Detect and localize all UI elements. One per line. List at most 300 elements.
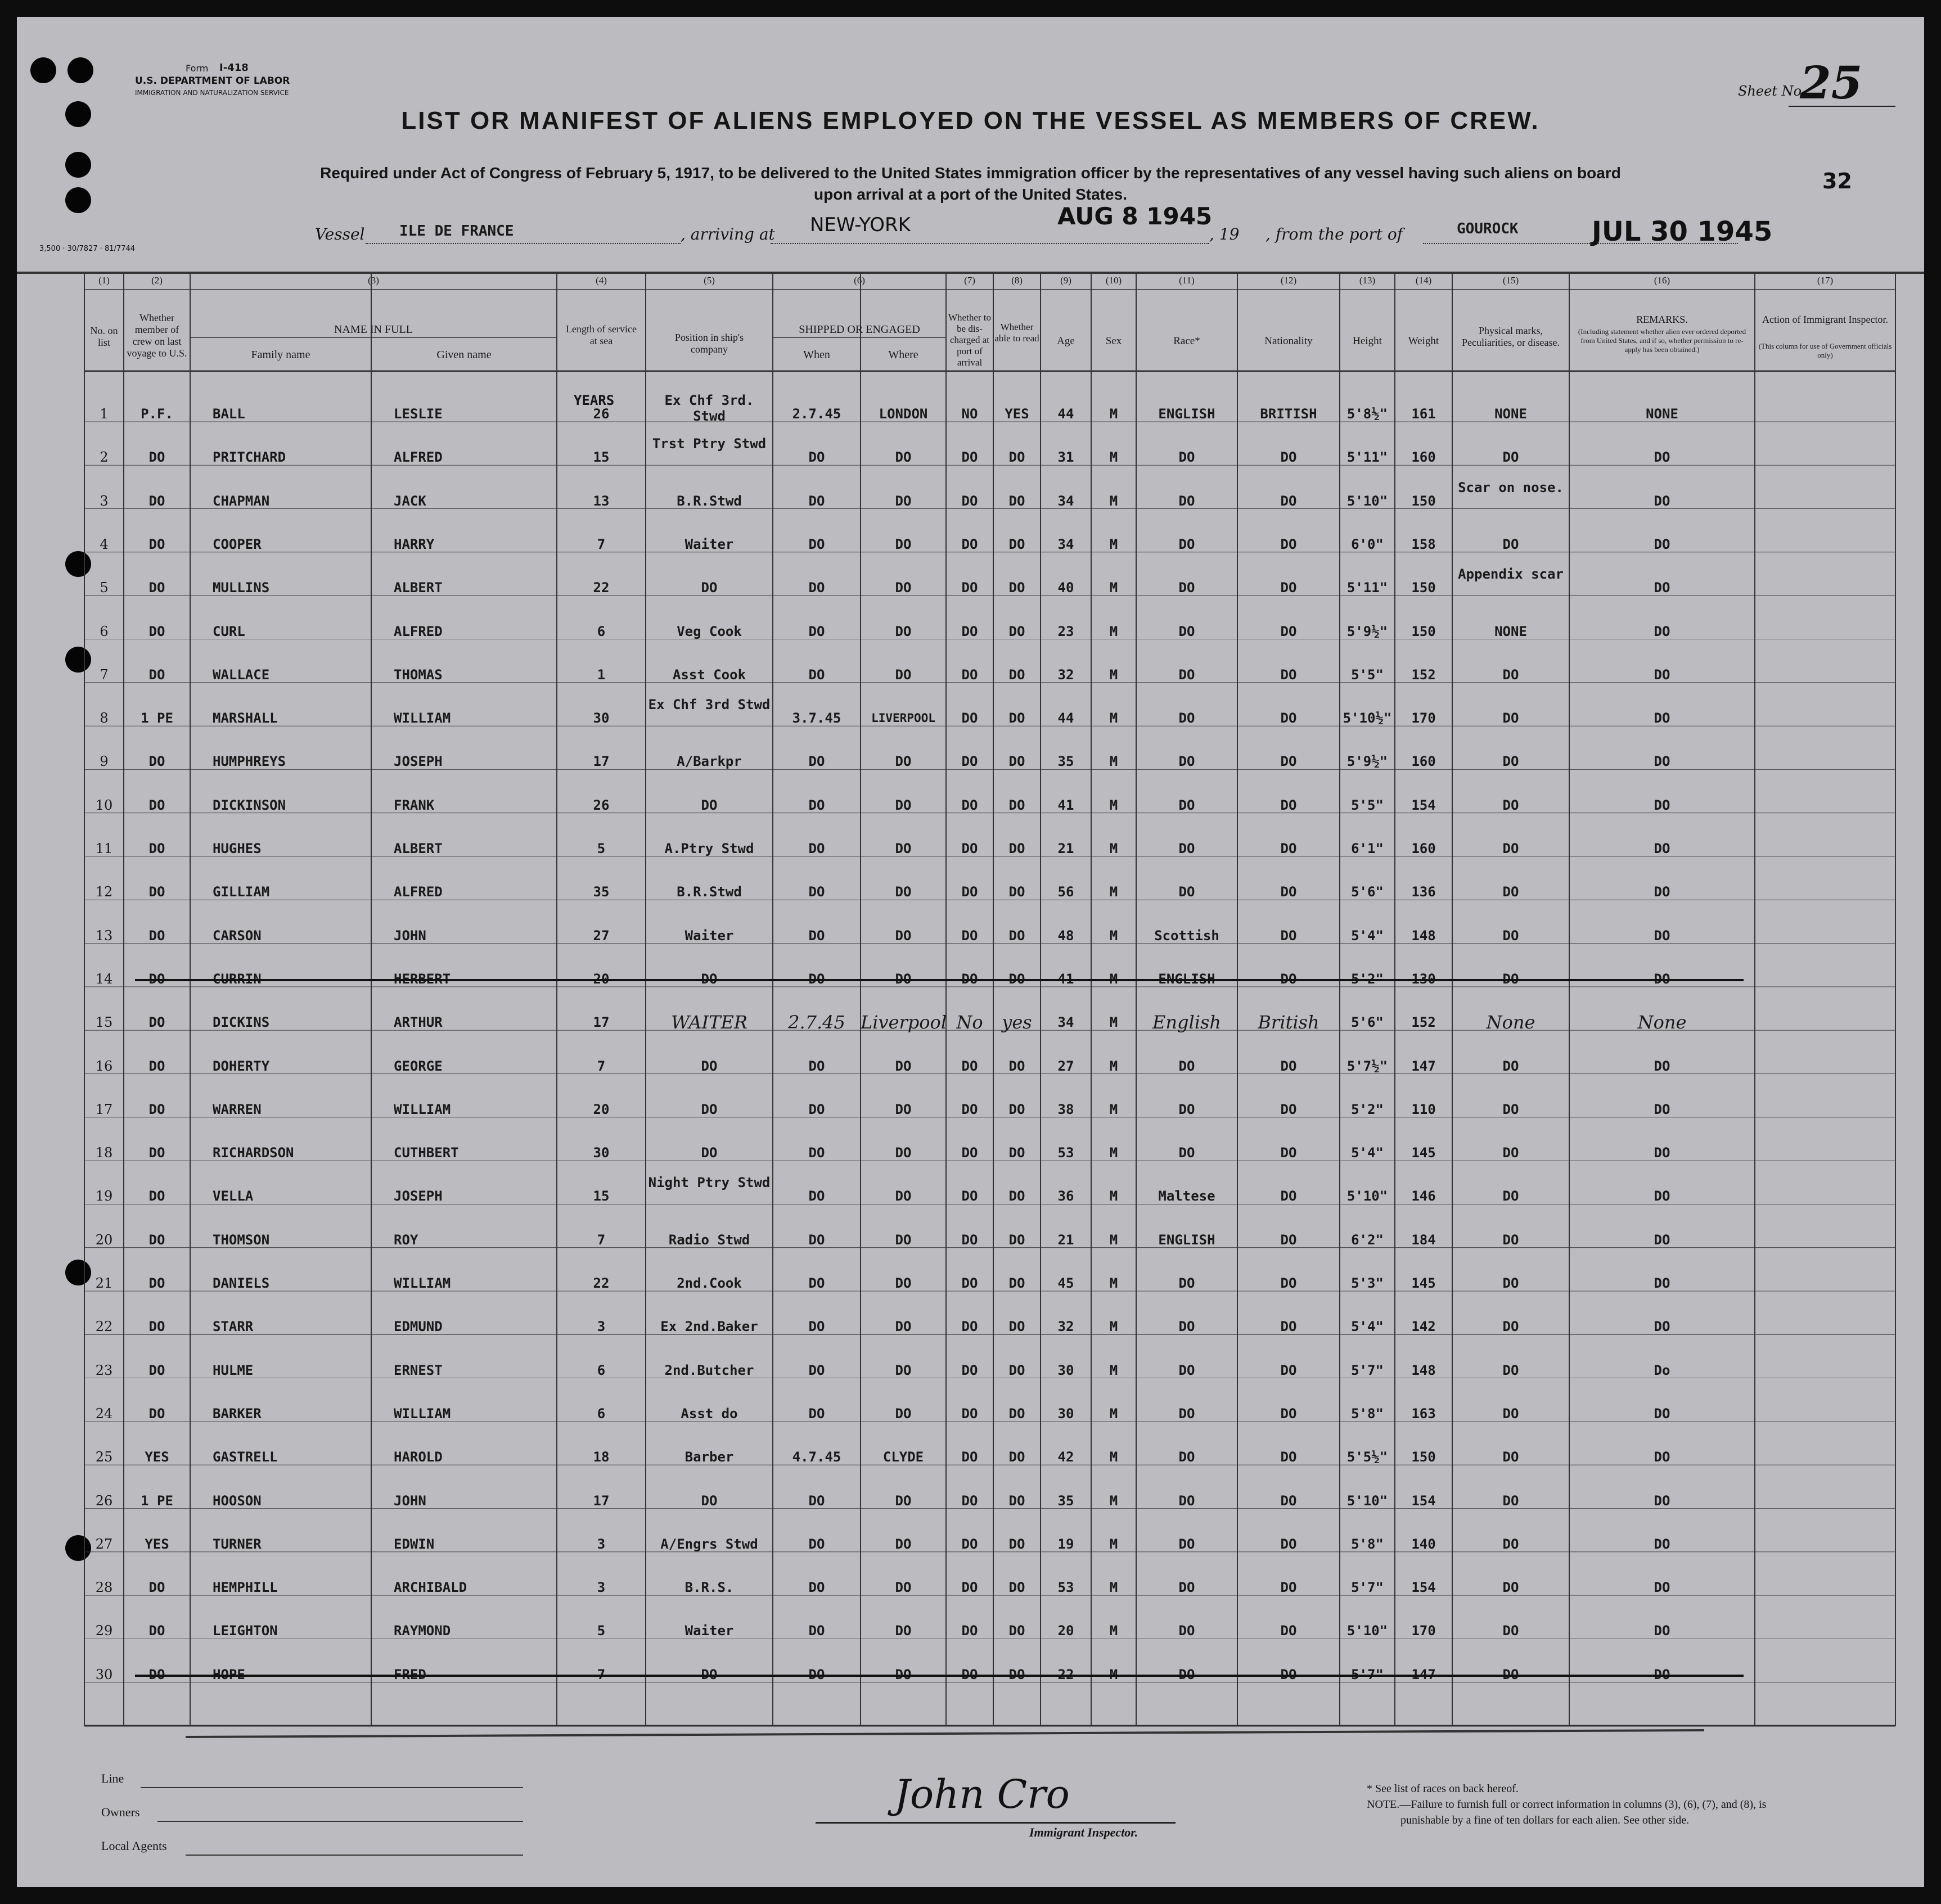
cell-race: DO [1178, 1275, 1195, 1291]
cell-prev: DO [148, 1405, 165, 1422]
cell-service: 30 [593, 710, 610, 727]
cell-where: DO [895, 1536, 912, 1552]
cell-no: 20 [95, 1231, 113, 1248]
cell-race: DO [1178, 666, 1195, 683]
cell-when: DO [808, 1101, 825, 1117]
cell-read: DO [1008, 797, 1025, 813]
requirement-line-1: Required under Act of Congress of February 5, 1917, to be delivered to the United States immigration officer by the representatives of any vessel having such aliens on board [320, 164, 1621, 182]
cell-when: DO [808, 666, 825, 683]
cell-remarks: DO [1654, 1536, 1670, 1552]
cell-sex: M [1109, 1145, 1118, 1161]
cell-given: ARTHUR [394, 1014, 443, 1031]
cell-remarks: DO [1654, 449, 1670, 466]
cell-sex: M [1109, 580, 1118, 596]
cell-age: 21 [1057, 841, 1074, 856]
cell-given: ALFRED [394, 884, 443, 900]
cell-where: DO [895, 1188, 912, 1204]
cell-weight: 150 [1411, 1449, 1436, 1465]
cell-service: 27 [593, 927, 610, 944]
cell-age: 44 [1057, 406, 1074, 422]
cell-where: DO [895, 623, 912, 639]
cell-service: 5 [597, 841, 606, 856]
cell-given: THOMAS [394, 666, 443, 683]
cell-marks: DO [1502, 1145, 1519, 1161]
cell-remarks: DO [1654, 1405, 1670, 1422]
cell-nationality: DO [1280, 1580, 1297, 1596]
cell-when: DO [808, 884, 825, 900]
cell-no: 30 [95, 1666, 113, 1682]
cell-when: DO [808, 536, 825, 552]
cell-position: Trst Ptry Stwd [652, 436, 767, 452]
cell-discharged: DO [961, 1405, 978, 1422]
cell-when: DO [808, 493, 825, 509]
cell-nationality: DO [1280, 1101, 1297, 1117]
col-header-last-voyage: Whether member of crew on last voyage to U.S. [127, 312, 187, 359]
cell-where: LONDON [879, 406, 928, 422]
cell-prev: DO [148, 1580, 165, 1596]
cell-nationality: DO [1280, 1145, 1297, 1161]
cell-no: 2 [100, 449, 109, 466]
race-note: * See list of races on back hereof. [1367, 1783, 1519, 1795]
cell-marks: DO [1502, 1623, 1519, 1639]
cell-family: MULLINS [213, 580, 270, 596]
cell-given: WILLIAM [394, 1275, 451, 1291]
cell-marks: DO [1502, 1405, 1519, 1422]
cell-nationality: DO [1280, 1536, 1297, 1552]
cell-race: DO [1178, 1492, 1195, 1509]
cell-sex: M [1109, 536, 1118, 552]
cell-no: 23 [95, 1362, 113, 1378]
cell-position: Barber [684, 1449, 734, 1465]
cell-height: 5'10" [1346, 1188, 1388, 1204]
cell-weight: 154 [1411, 1492, 1436, 1509]
cell-when: DO [808, 1362, 825, 1378]
cell-given: RAYMOND [394, 1623, 451, 1639]
cell-family: BARKER [213, 1405, 262, 1422]
cell-when: DO [808, 797, 825, 813]
penalty-note-2: punishable by a fine of ten dollars for each alien. See other side. [1400, 1814, 1690, 1826]
cell-where: DO [895, 1145, 912, 1161]
cell-marks: DO [1502, 1536, 1519, 1552]
cell-weight: 154 [1411, 797, 1436, 813]
column-number: (2) [151, 275, 163, 286]
column-number: (9) [1060, 275, 1071, 286]
cell-nationality: DO [1280, 1449, 1297, 1465]
cell-where: DO [895, 1580, 912, 1596]
cell-marks: DO [1502, 1492, 1519, 1509]
cell-service: 18 [593, 1449, 610, 1465]
cell-where: DO [895, 536, 912, 552]
cell-height: 5'5" [1351, 666, 1384, 683]
cell-position: DO [701, 1101, 718, 1117]
cell-read: YES [1005, 406, 1029, 422]
cell-no: 19 [95, 1188, 113, 1204]
cell-marks: Appendix scar [1458, 566, 1564, 583]
cell-when: DO [808, 1058, 825, 1074]
cell-where: DO [895, 580, 912, 596]
cell-marks: DO [1502, 754, 1519, 770]
cell-age: 30 [1057, 1362, 1074, 1378]
cell-marks: NONE [1494, 623, 1527, 639]
col-header-when: When [803, 349, 830, 361]
cell-no: 11 [95, 841, 113, 856]
cell-read: DO [1008, 1580, 1025, 1596]
cell-remarks: DO [1654, 1101, 1670, 1117]
cell-discharged: No [956, 1012, 983, 1034]
cell-race: DO [1178, 1449, 1195, 1465]
col-header-sex: Sex [1105, 335, 1122, 347]
cell-discharged: DO [961, 1623, 978, 1639]
cell-position: Waiter [684, 927, 734, 944]
cell-read: DO [1008, 841, 1025, 856]
inspector-label: Immigrant Inspector. [1029, 1825, 1138, 1839]
cell-sex: M [1109, 623, 1118, 639]
cell-position: B.R.Stwd [677, 884, 742, 900]
cell-sex: M [1109, 754, 1118, 770]
cell-position: 2nd.Butcher [664, 1362, 754, 1378]
cell-position: WAITER [671, 1012, 747, 1034]
cell-nationality: DO [1280, 1362, 1297, 1378]
cell-height: 5'8" [1351, 1405, 1384, 1422]
cell-sex: M [1109, 493, 1118, 509]
cell-prev: DO [148, 1058, 165, 1074]
cell-where: DO [895, 1231, 912, 1248]
strikethrough-line [135, 979, 1744, 981]
cell-age: 40 [1057, 580, 1074, 596]
col-header-name: NAME IN FULL [334, 323, 413, 336]
cell-where: DO [895, 841, 912, 856]
cell-marks: DO [1502, 841, 1519, 856]
cell-where: DO [895, 1319, 912, 1335]
cell-weight: 170 [1411, 710, 1436, 727]
cell-family: THOMSON [213, 1231, 270, 1248]
cell-prev: DO [148, 1231, 165, 1248]
cell-prev: DO [148, 1101, 165, 1117]
cell-no: 5 [100, 580, 109, 596]
cell-marks: DO [1502, 1449, 1519, 1465]
cell-age: 41 [1057, 797, 1074, 813]
cell-when: DO [808, 1188, 825, 1204]
cell-prev: DO [148, 841, 165, 856]
cell-height: 6'2" [1351, 1231, 1384, 1248]
cell-weight: 140 [1411, 1536, 1436, 1552]
cell-discharged: DO [961, 1362, 978, 1378]
cell-service: 22 [593, 580, 610, 596]
cell-sex: M [1109, 1623, 1118, 1639]
cell-given: ARCHIBALD [394, 1580, 467, 1596]
cell-position: B.R.Stwd [677, 493, 742, 509]
cell-race: DO [1178, 1580, 1195, 1596]
cell-sex: M [1109, 1492, 1118, 1509]
cell-family: WARREN [213, 1101, 262, 1117]
cell-read: DO [1008, 1058, 1025, 1074]
cell-sex: M [1109, 797, 1118, 813]
col-header-race: Race* [1173, 335, 1200, 347]
cell-read: DO [1008, 927, 1025, 944]
cell-discharged: DO [961, 754, 978, 770]
cell-remarks: DO [1654, 1145, 1670, 1161]
col-header-service: Length of service at sea [566, 323, 637, 346]
cell-nationality: DO [1280, 623, 1297, 639]
cell-height: 5'10" [1346, 493, 1388, 509]
cell-nationality: British [1258, 1012, 1319, 1034]
cell-prev: DO [148, 1188, 165, 1204]
column-number: (7) [964, 275, 975, 286]
cell-sex: M [1109, 449, 1118, 466]
cell-marks: DO [1502, 1580, 1519, 1596]
cell-prev: DO [148, 1145, 165, 1161]
cell-nationality: DO [1280, 754, 1297, 770]
cell-position: Waiter [684, 1623, 734, 1639]
cell-family: BALL [213, 406, 245, 422]
cell-weight: 163 [1411, 1405, 1436, 1422]
col-header-position: Position in ship's company [674, 332, 744, 355]
cell-discharged: DO [961, 927, 978, 944]
page-title: LIST OR MANIFEST OF ALIENS EMPLOYED ON THE VESSEL AS MEMBERS OF CREW. [401, 107, 1540, 134]
year-label: , 19 [1209, 225, 1240, 243]
cell-sex: M [1109, 406, 1118, 422]
cell-position: Radio Stwd [668, 1231, 750, 1248]
cell-height: 5'4" [1351, 927, 1384, 944]
cell-read: DO [1008, 580, 1025, 596]
cell-remarks: DO [1654, 927, 1670, 944]
cell-age: 35 [1057, 754, 1074, 770]
cell-discharged: DO [961, 1319, 978, 1335]
form-number: I-418 [219, 62, 249, 74]
cell-nationality: DO [1280, 841, 1297, 856]
cell-weight: 150 [1411, 580, 1436, 596]
line-label: Line [101, 1771, 124, 1785]
cell-when: DO [808, 1275, 825, 1291]
cell-prev: DO [148, 1275, 165, 1291]
cell-race: DO [1178, 797, 1195, 813]
cell-no: 4 [100, 536, 109, 552]
cell-weight: 150 [1411, 623, 1436, 639]
cell-sex: M [1109, 1014, 1118, 1031]
cell-service: 3 [597, 1319, 606, 1335]
cell-race: Maltese [1158, 1188, 1215, 1204]
cell-weight: 150 [1411, 493, 1436, 509]
cell-remarks: DO [1654, 1231, 1670, 1248]
cell-weight: 110 [1411, 1101, 1436, 1117]
cell-given: ERNEST [394, 1362, 443, 1378]
cell-age: 56 [1057, 884, 1074, 900]
cell-discharged: NO [961, 406, 978, 422]
cell-race: DO [1178, 536, 1195, 552]
cell-nationality: DO [1280, 1405, 1297, 1422]
cell-read: DO [1008, 1623, 1025, 1639]
cell-given: GEORGE [394, 1058, 443, 1074]
cell-given: HARRY [394, 536, 435, 552]
cell-race: DO [1178, 841, 1195, 856]
sheet-number: 25 [1800, 56, 1863, 109]
cell-service: 6 [597, 623, 606, 639]
cell-when: DO [808, 449, 825, 466]
cell-discharged: DO [961, 623, 978, 639]
vessel-label: Vessel [315, 225, 365, 243]
cell-no: 1 [100, 406, 109, 422]
cell-height: 5'5½" [1346, 1449, 1388, 1465]
cell-prev: DO [148, 536, 165, 552]
cell-race: DO [1178, 1058, 1195, 1074]
cell-race: DO [1178, 884, 1195, 900]
cell-given: WILLIAM [394, 710, 451, 727]
arrival-date-stamp: AUG 8 1945 [1057, 202, 1213, 230]
cell-weight: 170 [1411, 1623, 1436, 1639]
cell-where: DO [895, 927, 912, 944]
cell-nationality: DO [1280, 449, 1297, 466]
col-header-weight: Weight [1408, 335, 1439, 347]
cell-weight: 147 [1411, 1058, 1436, 1074]
cell-weight: 136 [1411, 884, 1436, 900]
cell-where: DO [895, 449, 912, 466]
cell-remarks: DO [1654, 1319, 1670, 1335]
cell-weight: 145 [1411, 1275, 1436, 1291]
cell-no: 10 [95, 797, 113, 813]
cell-discharged: DO [961, 1449, 978, 1465]
cell-position: DO [701, 1058, 718, 1074]
cell-given: ALFRED [394, 623, 443, 639]
cell-remarks: DO [1654, 536, 1670, 552]
cell-nationality: DO [1280, 927, 1297, 944]
cell-when: 2.7.45 [788, 1012, 845, 1034]
column-number: (15) [1502, 275, 1519, 286]
cell-where: DO [895, 1492, 912, 1509]
cell-prev: DO [148, 666, 165, 683]
cell-given: FRANK [394, 797, 435, 813]
cell-when: DO [808, 623, 825, 639]
cell-marks: DO [1502, 1231, 1519, 1248]
cell-prev: YES [145, 1536, 169, 1552]
cell-remarks: DO [1654, 1623, 1670, 1639]
cell-given: EDWIN [394, 1536, 435, 1552]
cell-age: 32 [1057, 1319, 1074, 1335]
cell-given: LESLIE [394, 406, 443, 422]
cell-remarks: DO [1654, 580, 1670, 596]
cell-where: DO [895, 1623, 912, 1639]
cell-height: 5'7" [1351, 1362, 1384, 1378]
cell-family: HOOSON [213, 1492, 262, 1509]
vessel-name: ILE DE FRANCE [399, 223, 514, 240]
cell-service: 5 [597, 1623, 606, 1639]
cell-sex: M [1109, 1319, 1118, 1335]
cell-height: 5'6" [1351, 884, 1384, 900]
cell-prev: DO [148, 493, 165, 509]
cell-weight: 146 [1411, 1188, 1436, 1204]
cell-prev: DO [148, 1014, 165, 1031]
cell-when: 3.7.45 [792, 710, 841, 727]
cell-height: 5'11" [1346, 580, 1388, 596]
cell-family: WALLACE [213, 666, 270, 683]
cell-family: LEIGHTON [213, 1623, 278, 1639]
cell-marks: DO [1502, 797, 1519, 813]
cell-nationality: DO [1280, 884, 1297, 900]
cell-no: 25 [95, 1449, 113, 1465]
cell-no: 29 [95, 1623, 113, 1639]
cell-where: DO [895, 666, 912, 683]
col-header-family-name: Family name [251, 349, 310, 361]
cell-when: DO [808, 1580, 825, 1596]
cell-when: 4.7.45 [792, 1449, 841, 1465]
cell-nationality: DO [1280, 1188, 1297, 1204]
cell-age: 36 [1057, 1188, 1074, 1204]
column-number: (17) [1817, 275, 1834, 286]
cell-marks: DO [1502, 1188, 1519, 1204]
cell-sex: M [1109, 1405, 1118, 1422]
cell-remarks: DO [1654, 666, 1670, 683]
cell-prev: DO [148, 1623, 165, 1639]
column-number: (6) [854, 275, 865, 286]
cell-race: DO [1178, 710, 1195, 727]
cell-nationality: DO [1280, 1492, 1297, 1509]
cell-prev: 1 PE [141, 710, 173, 727]
cell-position: A/Barkpr [677, 754, 742, 770]
signature-underline [816, 1822, 1176, 1824]
cell-race: DO [1178, 449, 1195, 466]
cell-read: DO [1008, 1449, 1025, 1465]
cell-read: DO [1008, 1101, 1025, 1117]
col-header-discharged: Whether to be dis-charged at port of arrival [948, 312, 991, 368]
cell-discharged: DO [961, 1275, 978, 1291]
cell-family: STARR [213, 1319, 254, 1335]
cell-sex: M [1109, 1101, 1118, 1117]
cell-nationality: DO [1280, 1319, 1297, 1335]
cell-race: DO [1178, 1405, 1195, 1422]
col-header-physical-marks: Physical marks, Peculiarities, or disease. [1462, 325, 1560, 348]
cell-family: CURL [213, 623, 245, 639]
cell-position: DO [701, 797, 718, 813]
cell-marks: DO [1502, 1058, 1519, 1074]
cell-discharged: DO [961, 884, 978, 900]
cell-prev: DO [148, 927, 165, 944]
cell-given: CUTHBERT [394, 1145, 459, 1161]
cell-age: 38 [1057, 1101, 1074, 1117]
cell-service: 17 [593, 1492, 610, 1509]
cell-race: ENGLISH [1158, 1231, 1215, 1248]
cell-position: Waiter [684, 536, 734, 552]
cell-service: 7 [597, 536, 606, 552]
cell-sex: M [1109, 1058, 1118, 1074]
cell-given: HAROLD [394, 1449, 443, 1465]
cell-where: Liverpool [861, 1012, 947, 1034]
column-number: (8) [1011, 275, 1023, 286]
cell-age: 35 [1057, 1492, 1074, 1509]
cell-height: 6'0" [1351, 536, 1384, 552]
cell-read: DO [1008, 884, 1025, 900]
cell-service: 6 [597, 1405, 606, 1422]
departure-date-stamp: JUL 30 1945 [1592, 216, 1773, 247]
cell-height: 5'4" [1351, 1145, 1384, 1161]
cell-age: 31 [1057, 449, 1074, 466]
cell-marks: DO [1502, 710, 1519, 727]
cell-position: Veg Cook [677, 623, 742, 639]
cell-sex: M [1109, 1580, 1118, 1596]
cell-remarks: DO [1654, 754, 1670, 770]
cell-no: 13 [95, 927, 113, 944]
sheet-label: Sheet No. [1738, 83, 1806, 99]
cell-family: HUGHES [213, 841, 262, 856]
cell-age: 34 [1057, 493, 1074, 509]
cell-given: WILLIAM [394, 1405, 451, 1422]
cell-race: DO [1178, 623, 1195, 639]
cell-nationality: DO [1280, 797, 1297, 813]
cell-height: 5'9½" [1346, 623, 1388, 639]
cell-weight: 142 [1411, 1319, 1436, 1335]
cell-weight: 148 [1411, 927, 1436, 944]
col-header-shipped: SHIPPED OR ENGAGED [799, 323, 920, 336]
cell-age: 23 [1057, 623, 1074, 639]
cell-prev: 1 PE [141, 1492, 173, 1509]
